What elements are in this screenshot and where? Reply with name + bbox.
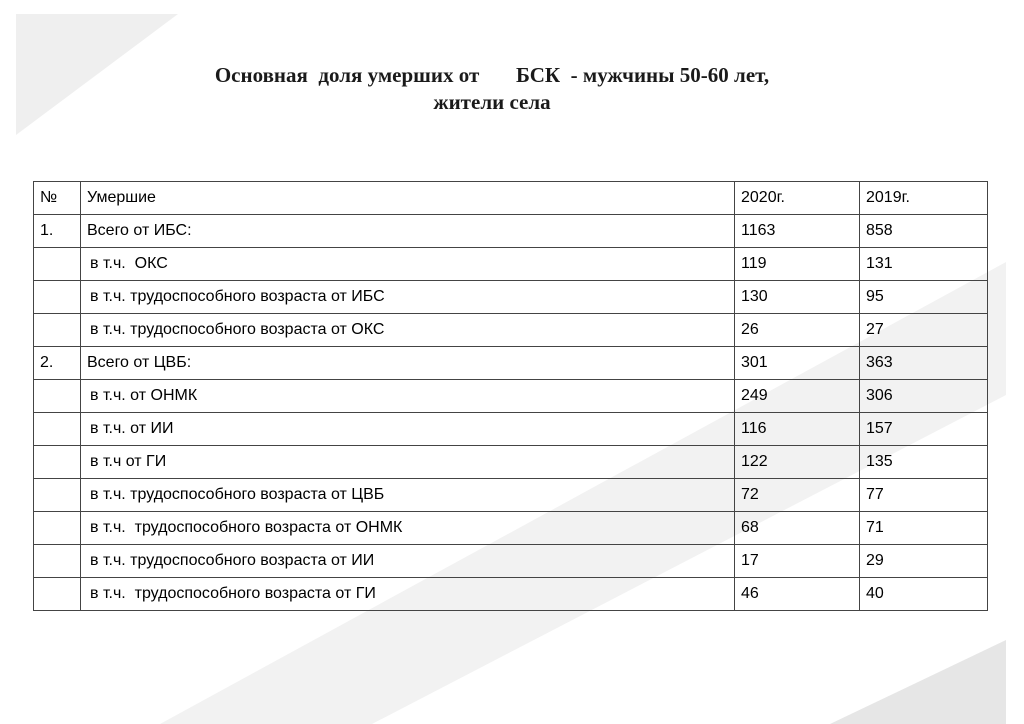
row-number-cell <box>34 248 81 281</box>
table-row <box>34 347 988 380</box>
table-row <box>34 545 988 578</box>
bottom-right-gray-triangle <box>830 640 1006 724</box>
row-number-cell <box>34 578 81 611</box>
table-row <box>34 281 988 314</box>
title-line-1: Основная доля умерших от БСК - мужчины 50-60 лет, <box>214 63 770 87</box>
row-2020-cell: 46 <box>735 578 860 611</box>
row-2019-cell: 27 <box>860 314 988 347</box>
row-2020-cell: 26 <box>735 314 860 347</box>
row-2020-cell: 1163 <box>735 215 860 248</box>
row-name-cell: в т.ч. трудоспособного возраста от ГИ <box>81 578 735 611</box>
row-2020-cell: 72 <box>735 479 860 512</box>
row-number-cell <box>34 413 81 446</box>
row-2019-cell: 858 <box>860 215 988 248</box>
row-number-cell <box>34 314 81 347</box>
table-row <box>34 479 988 512</box>
title-line-2: жители села <box>433 90 551 114</box>
row-number-cell <box>34 512 81 545</box>
row-2020-cell: 301 <box>735 347 860 380</box>
table-header-row <box>34 182 988 215</box>
row-2020-cell: 116 <box>735 413 860 446</box>
row-2019-cell: 95 <box>860 281 988 314</box>
row-name-cell: в т.ч. трудоспособного возраста от ЦВБ <box>81 479 735 512</box>
row-2020-cell: 130 <box>735 281 860 314</box>
row-2019-cell: 77 <box>860 479 988 512</box>
table-row <box>34 512 988 545</box>
row-2019-cell: 157 <box>860 413 988 446</box>
row-2020-cell: 68 <box>735 512 860 545</box>
row-2020-cell: 249 <box>735 380 860 413</box>
row-name-cell: в т.ч. ОКС <box>81 248 735 281</box>
row-number-cell <box>34 545 81 578</box>
row-number-cell <box>34 380 81 413</box>
row-number-cell: 1. <box>34 215 81 248</box>
row-2019-cell: 40 <box>860 578 988 611</box>
row-name-cell: в т.ч. от ИИ <box>81 413 735 446</box>
row-number-cell <box>34 446 81 479</box>
table-row <box>34 314 988 347</box>
row-2020-cell: 119 <box>735 248 860 281</box>
row-2019-cell: 131 <box>860 248 988 281</box>
row-2019-cell: 306 <box>860 380 988 413</box>
row-2019-cell: 135 <box>860 446 988 479</box>
header-number: № <box>34 182 81 215</box>
row-number-cell <box>34 479 81 512</box>
row-2020-cell: 17 <box>735 545 860 578</box>
row-2020-cell: 122 <box>735 446 860 479</box>
row-name-cell: Всего от ЦВБ: <box>81 347 735 380</box>
table-row <box>34 446 988 479</box>
row-name-cell: в т.ч. трудоспособного возраста от ИИ <box>81 545 735 578</box>
table-row <box>34 215 988 248</box>
mortality-table <box>33 181 988 611</box>
row-name-cell: в т.ч от ГИ <box>81 446 735 479</box>
table-row <box>34 578 988 611</box>
row-name-cell: в т.ч. трудоспособного возраста от ОНМК <box>81 512 735 545</box>
header-2020: 2020г. <box>735 182 860 215</box>
table-row <box>34 413 988 446</box>
header-2019: 2019г. <box>860 182 988 215</box>
row-number-cell: 2. <box>34 347 81 380</box>
row-name-cell: в т.ч. трудоспособного возраста от ИБС <box>81 281 735 314</box>
row-name-cell: Всего от ИБС: <box>81 215 735 248</box>
page-title <box>0 62 984 116</box>
table-row <box>34 380 988 413</box>
header-deceased: Умершие <box>81 182 735 215</box>
row-2019-cell: 29 <box>860 545 988 578</box>
row-number-cell <box>34 281 81 314</box>
row-name-cell: в т.ч. трудоспособного возраста от ОКС <box>81 314 735 347</box>
row-name-cell: в т.ч. от ОНМК <box>81 380 735 413</box>
row-2019-cell: 71 <box>860 512 988 545</box>
table-row <box>34 248 988 281</box>
row-2019-cell: 363 <box>860 347 988 380</box>
